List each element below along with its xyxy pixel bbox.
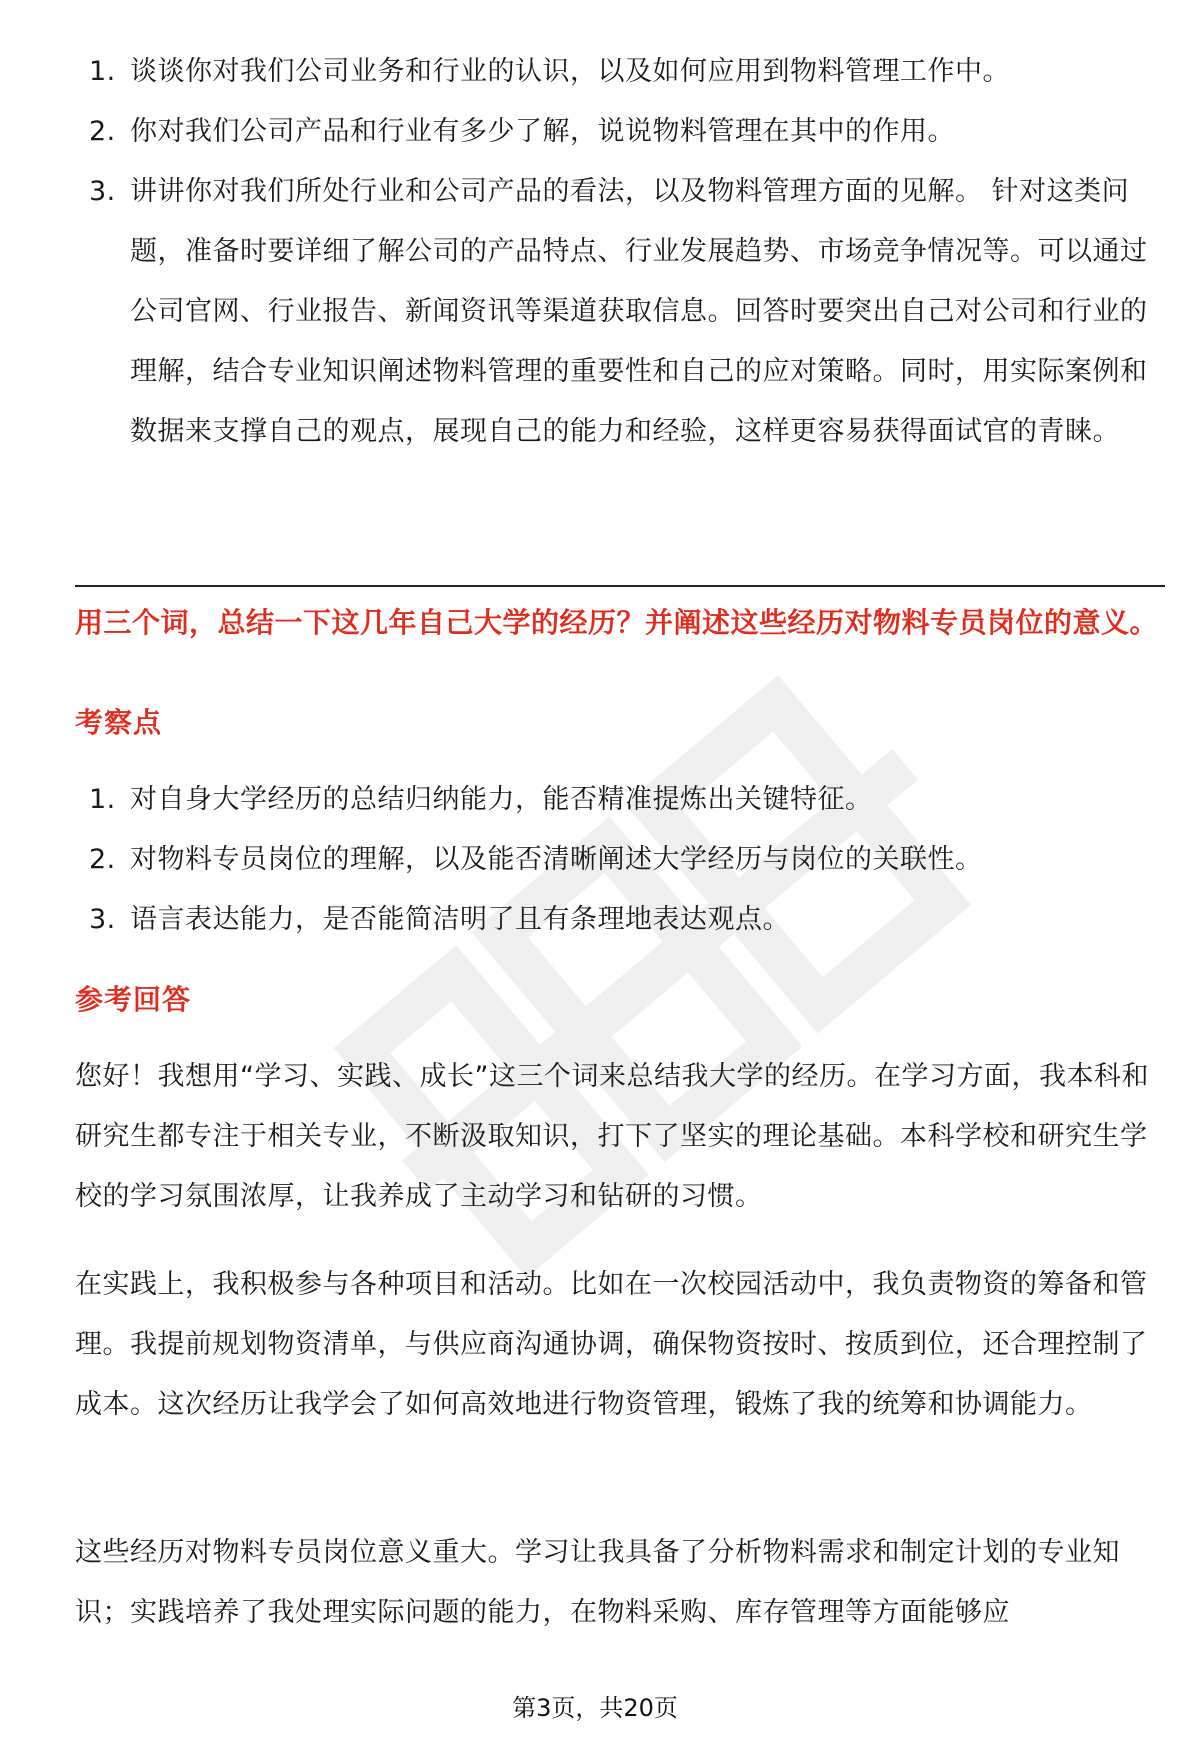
list-number: 3. — [89, 904, 116, 935]
list-text: 对物料专员岗位的理解，以及能否清晰阐述大学经历与岗位的关联性。 — [130, 844, 983, 875]
list-item — [75, 890, 1165, 950]
answer-paragraph-3: 这些经历对物料专员岗位意义重大。学习让我具备了分析物料需求和制定计划的专业知识；实践培养了我处理实际问题的能力，在物料采购、库存管理等方面能够应 — [75, 1537, 1120, 1628]
list-text: 你对我们公司产品和行业有多少了解，说说物料管理在其中的作用。 — [130, 116, 955, 147]
list-number: 1. — [89, 784, 116, 815]
question-title: 用三个词，总结一下这几年自己大学的经历？并阐述这些经历对物料专员岗位的意义。 — [75, 606, 1159, 639]
list-item — [75, 102, 1165, 162]
list-text: 谈谈你对我们公司业务和行业的认识，以及如何应用到物料管理工作中。 — [130, 56, 1010, 87]
answer-paragraph-1: 您好！我想用“学习、实践、成长”这三个词来总结我大学的经历。在学习方面，我本科和研究生都专注于相关专业，不断汲取知识，打下了坚实的理论基础。本科学校和研究生学校的学习氛围浓厚，让我养成了主动学习和钻研的习惯。 — [75, 1061, 1149, 1212]
list-item — [75, 162, 1165, 462]
answer-heading: 参考回答 — [75, 983, 192, 1016]
list-top — [75, 42, 1165, 462]
list-text: 讲讲你对我们所处行业和公司产品的看法，以及物料管理方面的见解。 针对这类问题，准备时要详细了解公司的产品特点、行业发展趋势、市场竞争情况等。可以通过公司官网、行业报告、新闻资讯等渠道获取信息。回答时要突出自己对公司和行业的理解，结合专业知识阐述物料管理的重要性和自己的应对策略。同时，用实际案例和数据来支撑自己的观点，展现自己的能力和经验，这样更容易获得面试官的青睐。 — [130, 176, 1148, 447]
list-text: 语言表达能力，是否能简洁明了且有条理地表达观点。 — [130, 904, 790, 935]
exam-points-heading: 考察点 — [75, 706, 163, 739]
list-item — [75, 830, 1165, 890]
section-divider — [75, 585, 1165, 587]
page-footer: 第3页，共20页 — [512, 1694, 678, 1722]
list-number: 2. — [89, 116, 116, 147]
list-text: 对自身大学经历的总结归纳能力，能否精准提炼出关键特征。 — [130, 784, 873, 815]
list-number: 2. — [89, 844, 116, 875]
list-item — [75, 42, 1165, 102]
list-item — [75, 770, 1165, 830]
list-exam-points — [75, 770, 1165, 950]
list-number: 1. — [89, 56, 116, 87]
answer-paragraph-2: 在实践上，我积极参与各种项目和活动。比如在一次校园活动中，我负责物资的筹备和管理。我提前规划物资清单，与供应商沟通协调，确保物资按时、按质到位，还合理控制了成本。这次经历让我学会了如何高效地进行物资管理，锻炼了我的统筹和协调能力。 — [75, 1269, 1148, 1420]
list-number: 3. — [89, 176, 116, 207]
